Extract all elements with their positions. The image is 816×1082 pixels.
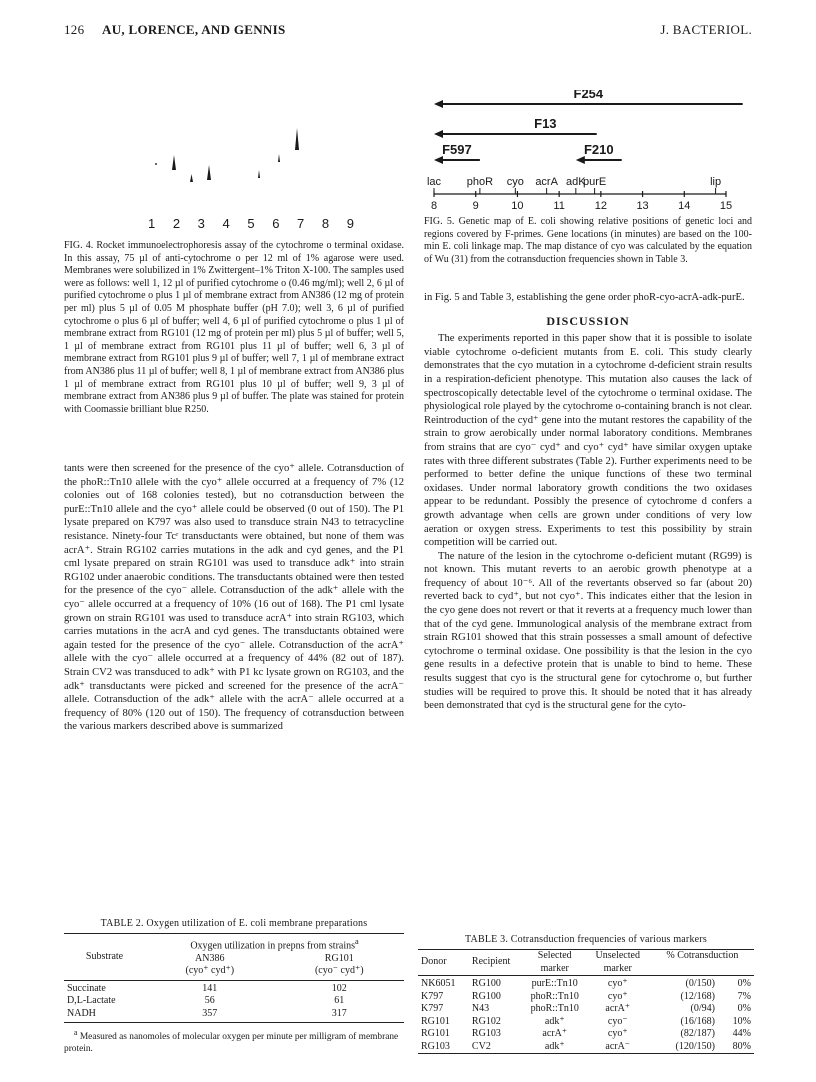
table2-substrate-cell: D,L-Lactate [67,995,116,1007]
table3-pct-cell: 10% [732,1015,751,1027]
fig5-caption [424,216,752,266]
fig4-caption-label: FIG. 4. [64,240,94,251]
rocket-peak-7 [278,154,280,162]
running-header [64,22,752,42]
table3-unselected-cell: cyo⁺ [607,1028,628,1039]
table3-pct-cell: 0% [737,978,751,989]
map-axis-tick-label: 8 [430,200,438,212]
fig5-caption-text: Genetic map of E. coli showing relative positions of genetic loci and regions covered by F-primes. Gene locations (in minutes) are based on the 100-min E. coli linkage map. The map distance of cyo was calculated by the equation of Wu (31) from the cotransduction frequencies shown in Table 3. [424,216,753,265]
table-row [418,991,754,1004]
rocket-peak-5 [258,170,260,178]
table2-rg101-cell: 102 [331,982,347,994]
table3-donor-cell: RG103 [418,1041,469,1054]
table3-recipient-cell: RG102 [471,1015,501,1027]
fig4-caption [64,240,404,416]
table-row [418,1003,754,1016]
fprime-label-f13: F13 [534,116,557,131]
gene-label-lac: lac [426,176,442,188]
table3-header-selected: Selected marker [525,950,585,976]
fig4-caption-text: Rocket immunoelectrophoresis assay of the cytochrome o terminal oxidase. In this assay, 75 µl of anti-cytochrome o per 12 ml of 1% agarose were used. Membranes were solubilized in 1% Zwittergent–1% Triton X-100. The samples used were as follows: well 1, 12 µl of purified cytochrome o (0.46 mg/ml); well 2, 6 µl of purified cytochrome o plus 1 µl of membrane extract from AN386 (12 mg of protein per ml) plus 5 µl of 0.05 M phosphate buffer (pH 7.0); well 3, 6 µl of purified cytochrome o plus 6 µl of buffer; well 4, 6 µl of purified cytochrome o plus 1 µl of membrane extract from RG101 (12 mg of protein per ml) plus 5 µl of buffer; well 5, 1 µl of membrane extract from RG101 plus 11 µl of buffer; well 6, 3 µl of membrane extract from RG101 plus 9 µl of buffer; well 7, 1 µl of membrane extract from AN386 plus 11 µl of buffer; well 8, 1 µl of membrane extract from AN386 plus 1 µl of membrane extract from RG101 plus 10 µl of buffer; well 9, 3 µl of membrane extract from AN386 plus 9 µl of buffer. The plate was stained for protein with Coomassie brilliant blue R250. [64,240,405,415]
table3-recipient-cell: RG100 [471,978,501,989]
table3-selected-cell: phoR::Tn10 [530,1003,579,1014]
table3-header-donor: Donor [418,950,469,976]
table2-footnote [64,1027,404,1055]
gene-label-pure: purE [582,176,607,188]
table3 [418,934,754,1054]
fprime-arrowhead-f597 [434,156,443,164]
rocket-peak-9 [295,128,299,150]
table-row [64,995,404,1008]
fprime-arrowhead-f210 [576,156,585,164]
table3-recipient-cell: RG103 [471,1028,501,1039]
rocket-peaks [172,128,299,182]
table2-header-group [145,934,404,953]
table2 [64,918,404,1055]
fprime-arrowhead-f13 [434,130,443,138]
table3-ratio-cell: (16/168) [680,1015,715,1027]
table3-unselected-cell: cyo⁺ [607,978,628,989]
table3-donor-cell: K797 [421,1003,444,1014]
table2-header-group-text: Oxygen utilization in prepns from strains [190,940,356,952]
table2-rg101-genotype: (cyo⁻ cyd⁺) [314,965,364,977]
table2-an386-cell: 141 [202,982,218,994]
table2-an386-cell: 56 [204,995,215,1007]
map-axis-tick-label: 15 [719,200,733,212]
table3-grid [418,949,754,1054]
table3-unselected-cell: acrA⁺ [605,1003,631,1014]
discussion-heading: DISCUSSION [546,313,630,328]
table3-ratio-cell: (0/150) [685,978,715,989]
table3-unselected-cell: acrA⁻ [585,1041,651,1054]
table3-selected-cell: adk⁺ [544,1015,565,1027]
table3-recipient-cell: RG100 [471,990,501,1002]
table2-rg101-strain: RG101 [324,952,354,964]
table3-ratio-cell: (0/94) [690,1003,715,1014]
rocket-peak-2 [172,155,176,170]
table-row [418,1016,754,1029]
table2-footnote-mark: a [74,1028,78,1038]
gene-label-acra: acrA [535,176,558,188]
table2-substrate-cell: NADH [64,1008,145,1023]
table2-rg101-cell: 317 [275,1008,404,1023]
table2-rg101-cell: 61 [334,995,345,1007]
table3-body [418,976,754,1054]
table2-grid [64,933,404,1023]
table3-unselected-cell: cyo⁻ [607,1015,628,1027]
table-row [64,980,404,995]
map-axis-tick-label: 12 [594,200,607,212]
table3-pct-cell: 44% [732,1028,751,1039]
table2-substrate-cell: Succinate [67,982,106,994]
discussion-paragraph-1: The experiments reported in this paper show that it is possible to isolate viable cytochrome o-deficient mutants from E. coli. This study clearly demonstrates that the cyo mutation in a cytochrome d-deficient strain results in a respiration-deficient phenotype. This mutation also causes the lack of spectroscopically detectable level of the cytochrome o terminal oxidase. The physiological role played by the cytochrome o-containing branch is not clear. Reintroduction of the cyd⁺ gene into the mutant restores the capability of the strain to grow aerobically under normal laboratory conditions. Membranes from strains that are cyo⁻ cyd⁺ and cyo⁺ cyd⁺ have similar oxygen uptake rates with three different substrates (Table 2). Further experiments need to be performed to better define the unique functions of these two terminal oxidases. Under normal laboratory growth conditions the two oxidases appear to be redundant. Possibly the presence of cytochrome d confers a growth advantage when cells are grown under conditions of very low aeration or oxygen stress. Experiments to test this possibility by strain competition will be carried out. [424,333,752,549]
left-column-body [64,462,404,734]
table2-footnote-text: Measured as nanomoles of molecular oxygen per minute per milligram of membrane protein. [64,1032,399,1055]
table2-header-group-mark: a [355,937,359,946]
table3-header-unselected: Unselected marker [585,950,651,976]
table3-selected-cell: phoR::Tn10 [530,990,579,1002]
table3-donor-cell: RG101 [421,1015,450,1027]
page-number: 126 [64,22,85,37]
map-axis-tick-label: 11 [553,200,565,212]
table2-header-substrate: Substrate [64,934,145,981]
table3-ratio-cell: (120/150) [651,1041,718,1054]
right-column-body [424,291,752,713]
running-authors: AU, LORENCE, AND GENNIS [102,22,286,37]
table3-pct-cell: 0% [737,1003,751,1014]
discussion-paragraph-2: The nature of the lesion in the cytochrome o-deficient mutant (RG99) is not known. This mutant reverts to an aerobic growth phenotype at a frequency of about 10⁻⁶. All of the revertants observed so far (about 20) reverted back to cyd⁺, but not cyo⁺. This indicates either that the lesion in the cyo gene does not revert or that it reverts at a frequency much lower than that of the cyd gene. Immunological analysis of the membrane extract from strain RG101 showed that this strain possesses a small amount of defective cytochrome o terminal oxidase. One possibility is that the lesion in the cyo gene results in a defective protein that is unable to bind to heme. These results suggest that cyo is the structural gene for cytochrome o, but further studies will be required to prove this. It should be noted that it has already been demonstrated that cyd is the structural gene for the cyto- [424,550,752,712]
table-row [418,1028,754,1041]
gene-label-lip: lip [710,176,722,188]
fig4-lane-numbers: 1 2 3 4 5 6 7 8 9 [148,216,361,231]
table-row [418,1041,754,1054]
table3-donor-cell: NK6051 [421,978,456,989]
fig4-rocket-plate [150,110,350,220]
table3-ratio-cell: (82/187) [680,1028,715,1039]
table2-header-rg101 [275,953,404,981]
rocket-peak-4 [207,165,211,180]
fprime-arrowhead-f254 [434,100,443,108]
plate-speck [155,163,157,165]
fig5-caption-label: FIG. 5. [424,216,455,227]
gene-label-cyo: cyo [506,176,524,188]
fprime-label-f210: F210 [583,142,614,157]
gene-label-phor: phoR [466,176,494,188]
right-intro-paragraph: in Fig. 5 and Table 3, establishing the gene order phoR-cyo-acrA-adk-purE. [424,292,745,303]
table3-donor-cell: RG101 [421,1028,450,1039]
map-axis-tick-label: 13 [636,200,649,212]
fig5-genetic-map [418,90,758,216]
table3-selected-cell: adk⁺ [525,1041,585,1054]
table3-header-pct: % Cotransduction [651,950,754,976]
table3-unselected-cell: cyo⁺ [607,990,628,1002]
table2-title: TABLE 2. Oxygen utilization of E. coli membrane preparations [100,918,368,929]
map-axis-tick-label: 9 [472,200,479,212]
table-row [64,1008,404,1023]
table3-title: TABLE 3. Cotransduction frequencies of various markers [465,934,707,945]
table3-donor-cell: K797 [421,990,444,1002]
rocket-peak-3 [190,174,193,182]
table3-selected-cell: acrA⁺ [542,1028,568,1039]
table3-pct-cell: 80% [718,1041,754,1054]
table2-an386-strain: AN386 [195,952,225,964]
map-axis-tick-label: 10 [511,200,524,212]
table3-ratio-cell: (12/168) [680,990,715,1002]
table2-header-an386 [145,953,274,981]
journal-name: J. BACTERIOL. [660,22,752,37]
table2-an386-cell: 357 [145,1008,274,1023]
table3-header-recipient: Recipient [469,950,525,976]
gene-label-adk: adK [566,176,586,188]
table3-pct-cell: 7% [737,990,751,1002]
table3-recipient-cell: N43 [471,1003,490,1014]
table-row [418,976,754,991]
table2-an386-genotype: (cyo⁺ cyd⁺) [185,965,235,977]
table3-recipient-cell: CV2 [469,1041,525,1054]
map-axis-tick-label: 14 [678,200,691,212]
fprime-label-f597: F597 [442,142,472,157]
table3-selected-cell: purE::Tn10 [531,978,578,989]
left-body-paragraph: tants were then screened for the presence of the cyo⁺ allele. Cotransduction of the phoR::Tn10 allele with the cyo⁺ allele occurred at a frequency of 7% (12 colonies out of 168 colonies tested), but no cotransduction between the purE::Tn10 allele and the cyo⁺ allele could be observed (0 out of 150). The P1 lysate prepared on K797 was also used to transduce strain N43 to tetracycline resistance. Ninety-four Tcʳ transductants were obtained, but none of them was acrA⁺. Strain RG102 carries mutations in the adk and cyd genes, and the P1 cml lysate prepared on strain RG101 was used to transduce adk⁺ into strain RG102 under anaerobic conditions. The transductants obtained were then tested for the presence of the cyo⁻ allele. Cotransduction of the adk⁺ allele with the cyo⁻ allele occurred at a frequency of 10% (16 out of 168). The P1 cml lysate grown on strain RG101 was used to transduce acrA⁺ into strain RG103, which carries mutations in the acrA and cyd genes. The transductants obtained were again tested for the presence of the cyo⁻ allele. Cotransduction of the acrA⁺ allele with the cyo⁻ allele occurred at a frequency of 44% (82 out of 187). Strain CV2 was transduced to adk⁺ with P1 kc lysate grown on RG103, and the adk⁺ transductants were picked and screened for the presence of the acrA⁻ allele. Cotransduction of the adk⁺ allele with the acrA⁻ allele occurred at a frequency of 80% (120 out of 150). The frequency of cotransduction between the various markers described above is summarized [64,463,404,733]
fprime-label-f254: F254 [573,90,604,101]
